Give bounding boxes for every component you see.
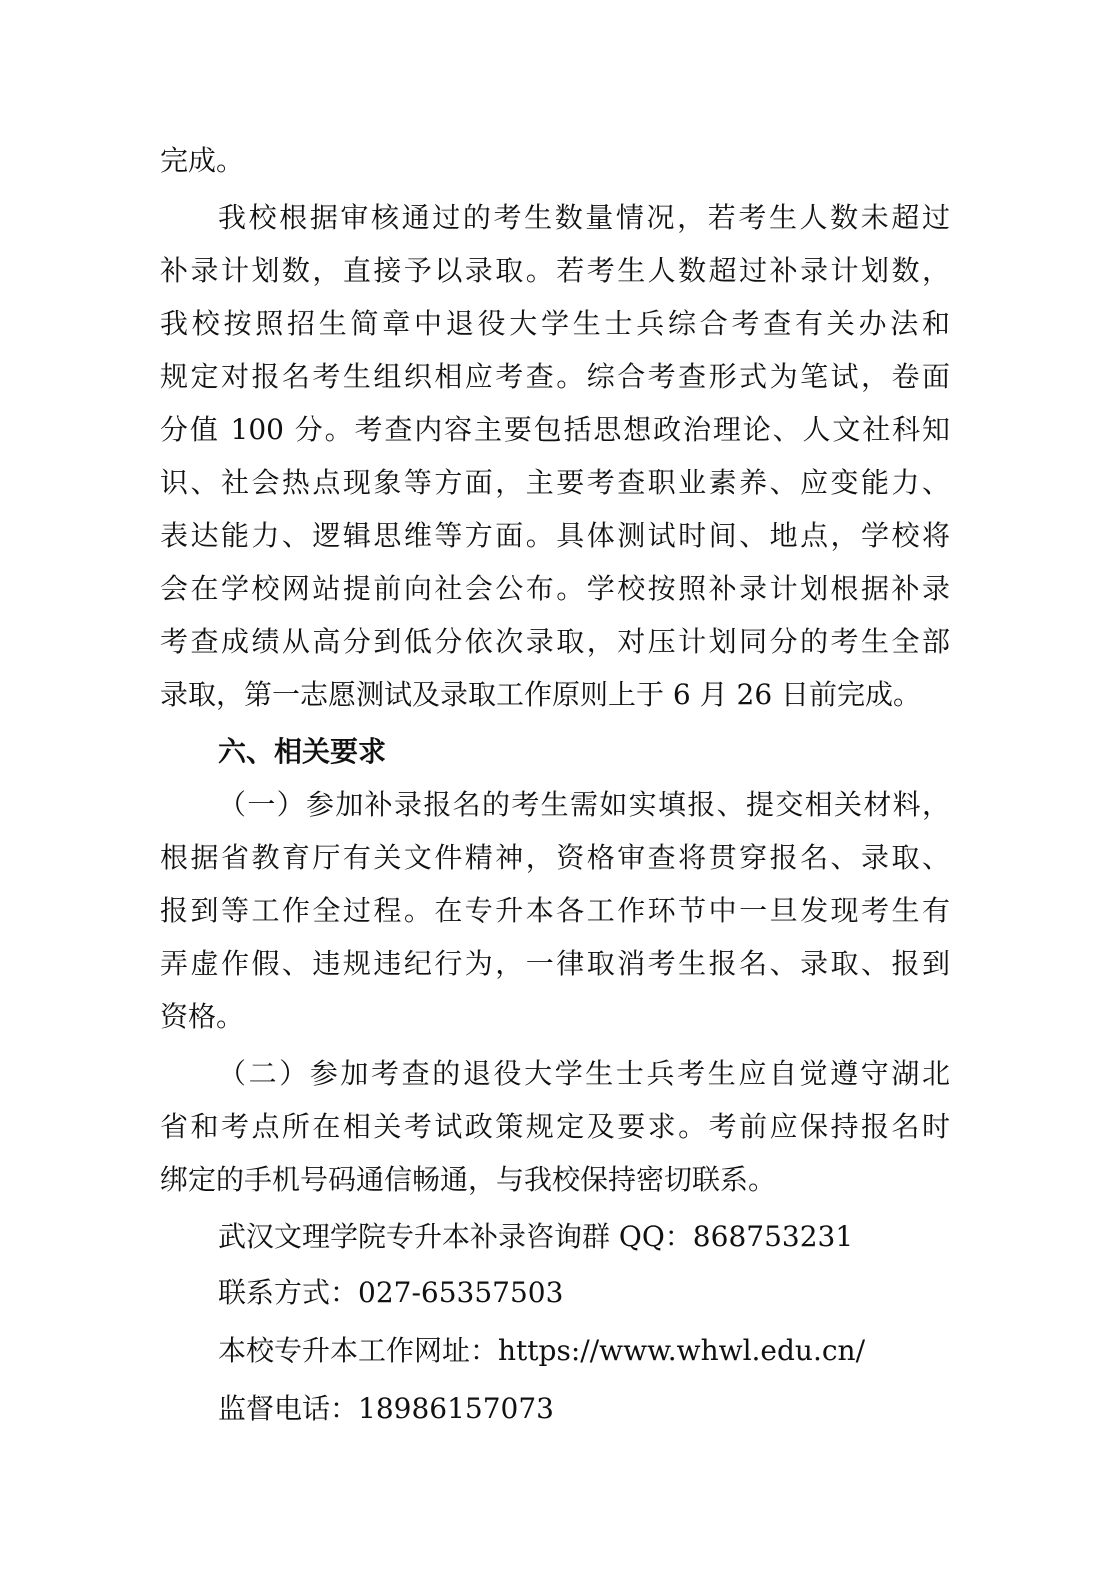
paragraph-requirement-one-line: 报到等工作全过程。在专升本各工作环节中一旦发现考生有 <box>160 894 950 927</box>
paragraph-requirement-one-line: （一）参加补录报名的考生需如实填报、提交相关材料， <box>218 788 950 821</box>
paragraph-admission-line: 识、社会热点现象等方面，主要考查职业素养、应变能力、 <box>160 466 950 499</box>
website-contact: 本校专升本工作网址：https://www.whwl.edu.cn/ <box>218 1334 866 1367</box>
paragraph-admission-line: 规定对报名考生组织相应考查。综合考查形式为笔试，卷面 <box>160 360 950 393</box>
phone-contact: 联系方式：027-65357503 <box>218 1276 564 1309</box>
qq-group-contact: 武汉文理学院专升本补录咨询群 QQ：868753231 <box>218 1220 854 1253</box>
paragraph-requirement-two-line: 省和考点所在相关考试政策规定及要求。考前应保持报名时 <box>160 1110 950 1143</box>
paragraph-requirement-one-line: 弄虚作假、违规违纪行为，一律取消考生报名、录取、报到 <box>160 947 950 980</box>
supervision-phone-contact: 监督电话：18986157073 <box>218 1392 554 1425</box>
paragraph-admission-line: 补录计划数，直接予以录取。若考生人数超过补录计划数， <box>160 254 950 287</box>
paragraph-admission-line: 分值 100 分。考查内容主要包括思想政治理论、人文社科知 <box>160 413 950 446</box>
section-heading: 六、相关要求 <box>218 735 387 768</box>
paragraph-admission-line: 会在学校网站提前向社会公布。学校按照补录计划根据补录 <box>160 572 950 605</box>
paragraph-admission-line: 我校根据审核通过的考生数量情况，若考生人数未超过 <box>218 201 950 234</box>
paragraph-requirement-two-line: （二）参加考查的退役大学生士兵考生应自觉遵守湖北 <box>218 1057 950 1090</box>
paragraph-admission-line: 我校按照招生简章中退役大学生士兵综合考查有关办法和 <box>160 307 950 340</box>
paragraph-requirement-one-line: 资格。 <box>160 1000 245 1033</box>
paragraph-requirement-one-line: 根据省教育厅有关文件精神，资格审查将贯穿报名、录取、 <box>160 841 950 874</box>
paragraph-admission-line: 考查成绩从高分到低分依次录取，对压计划同分的考生全部 <box>160 625 950 658</box>
paragraph-continuation-line: 完成。 <box>160 144 245 177</box>
paragraph-admission-line: 表达能力、逻辑思维等方面。具体测试时间、地点，学校将 <box>160 519 950 552</box>
paragraph-admission-line: 录取，第一志愿测试及录取工作原则上于 6 月 26 日前完成。 <box>160 678 922 711</box>
paragraph-requirement-two-line: 绑定的手机号码通信畅通，与我校保持密切联系。 <box>160 1163 777 1196</box>
